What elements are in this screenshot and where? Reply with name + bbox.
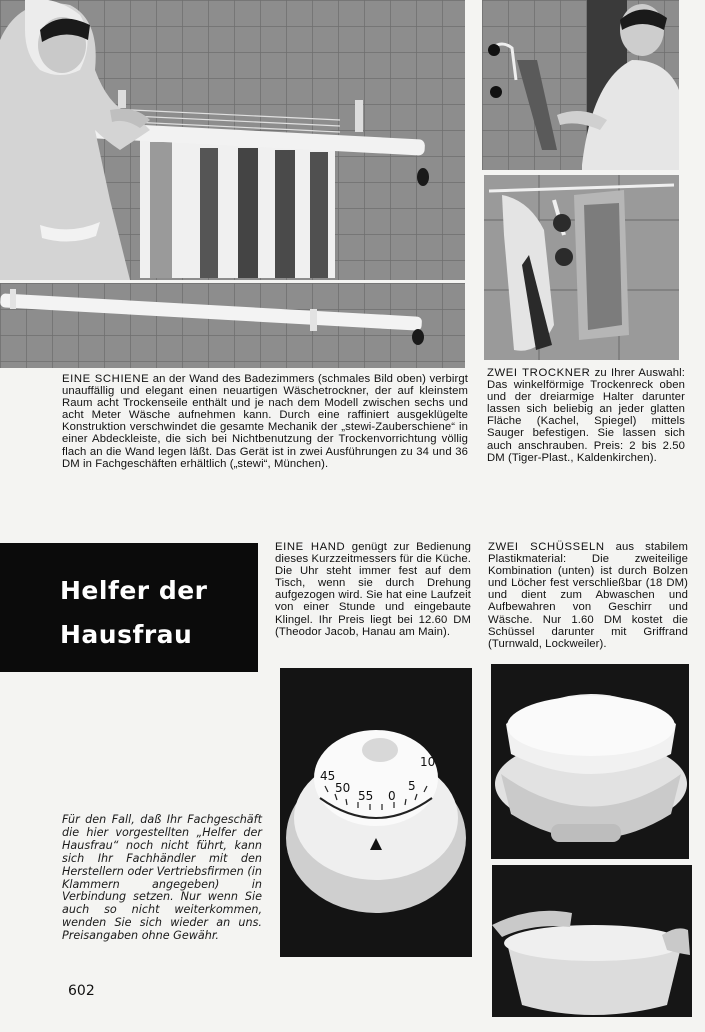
caption-schuesseln-body: aus stabilem Plastikmaterial: Die zweiteilige Kombination (unten) ist durch Bolzen und Löcher fest verschließbar (18 DM) und dient zum Abwaschen und Aufbewahren von Geschirr und Wäsche. Nur 1.60 DM kostet die Schüssel darunter mit Griffrand (Turnwald, Lockweiler). xyxy=(488,541,688,650)
caption-schiene-lead: EINE SCHIENE xyxy=(62,373,150,385)
photo-three-arm-holder xyxy=(484,175,679,360)
photo-towel-rail-woman xyxy=(0,0,465,280)
caption-trockner xyxy=(487,367,685,464)
timer-dial-10: 10 xyxy=(420,755,436,769)
timer-dial-5: 5 xyxy=(408,779,416,793)
section-title-line-1: Helfer der xyxy=(60,576,208,605)
photo-rail-closed xyxy=(0,283,465,368)
retailer-note: Für den Fall, daß Ihr Fachgeschäft die hier vorgestellten „Helfer der Hausfrau“ noch nicht führt, kann sich Ihr Fachhändler mit den Herstellern oder Vertriebsfirmen (in Klammern angegeben) in Verbindung setzen. Nur wenn Sie auch so nicht weiterkommen, wenden Sie sich wieder an uns. Preisangaben ohne Gewähr. xyxy=(62,813,262,943)
caption-schiene-body: an der Wand des Badezimmers (schmales Bild oben) verbirgt unauffällig und elegant einen neuartigen Wäschetrockner, der auf kleinstem Raum acht Trockenseile enthält und je nach dem Modell zwischen sechs und acht Meter Wäsche aufnehmen kann. Durch eine raffiniert ausgeklügelte Konstruktion verschwindet die gesamte Mechanik der „stewi-Zauberschiene“ in einer Abdeckleiste, die sich bei Nichtbenutzung der Trockenvorrichtung völlig flach an die Wand legen läßt. Das Gerät ist in zwei Ausführungen zu 34 und 36 DM in Fachgeschäften erhältlich („stewi“, München). xyxy=(62,373,468,470)
timer-dial-55: 55 xyxy=(358,789,374,803)
caption-hand-body: genügt zur Bedienung dieses Kurzzeitmessers für die Küche. Die Uhr steht immer fest auf dem Tisch, wenn sie durch Drehung aufgezogen wird. Sie hat eine Laufzeit von einer Stunde und eingebaute Klingel. Ihr Preis liegt bei 12.60 DM (Theodor Jacob, Hanau am Main). xyxy=(275,541,471,638)
caption-trockner-body: zu Ihrer Auswahl: Das winkelförmige Trockenreck oben und der dreiarmige Halter darunter lassen sich beliebig an jeder glatten Fläche (Kachel, Spiegel) mittels Sauger befestigen. Sie lassen sich auch anschrauben. Preis: 2 bis 2.50 DM (Tiger-Plast., Kaldenkirchen). xyxy=(487,367,685,464)
timer-dial-50: 50 xyxy=(335,781,351,795)
page-number: 602 xyxy=(68,983,95,999)
section-title-block xyxy=(0,543,258,672)
timer-dial-45: 45 xyxy=(320,769,336,783)
caption-schiene xyxy=(62,373,468,470)
photo-bowl-combination xyxy=(491,664,689,859)
timer-dial-0: 0 xyxy=(388,789,396,803)
photo-bowl-grip-rim xyxy=(492,865,692,1017)
caption-hand-lead: EINE HAND xyxy=(275,541,346,553)
photo-angled-rack xyxy=(482,0,679,170)
caption-trockner-lead: ZWEI TROCKNER xyxy=(487,367,591,379)
section-title-line-2: Hausfrau xyxy=(60,620,193,649)
section-title xyxy=(60,569,208,657)
photo-kitchen-timer xyxy=(280,668,472,957)
caption-hand xyxy=(275,541,471,638)
caption-schuesseln-lead: ZWEI SCHÜSSELN xyxy=(488,541,605,553)
caption-schuesseln xyxy=(488,541,688,650)
